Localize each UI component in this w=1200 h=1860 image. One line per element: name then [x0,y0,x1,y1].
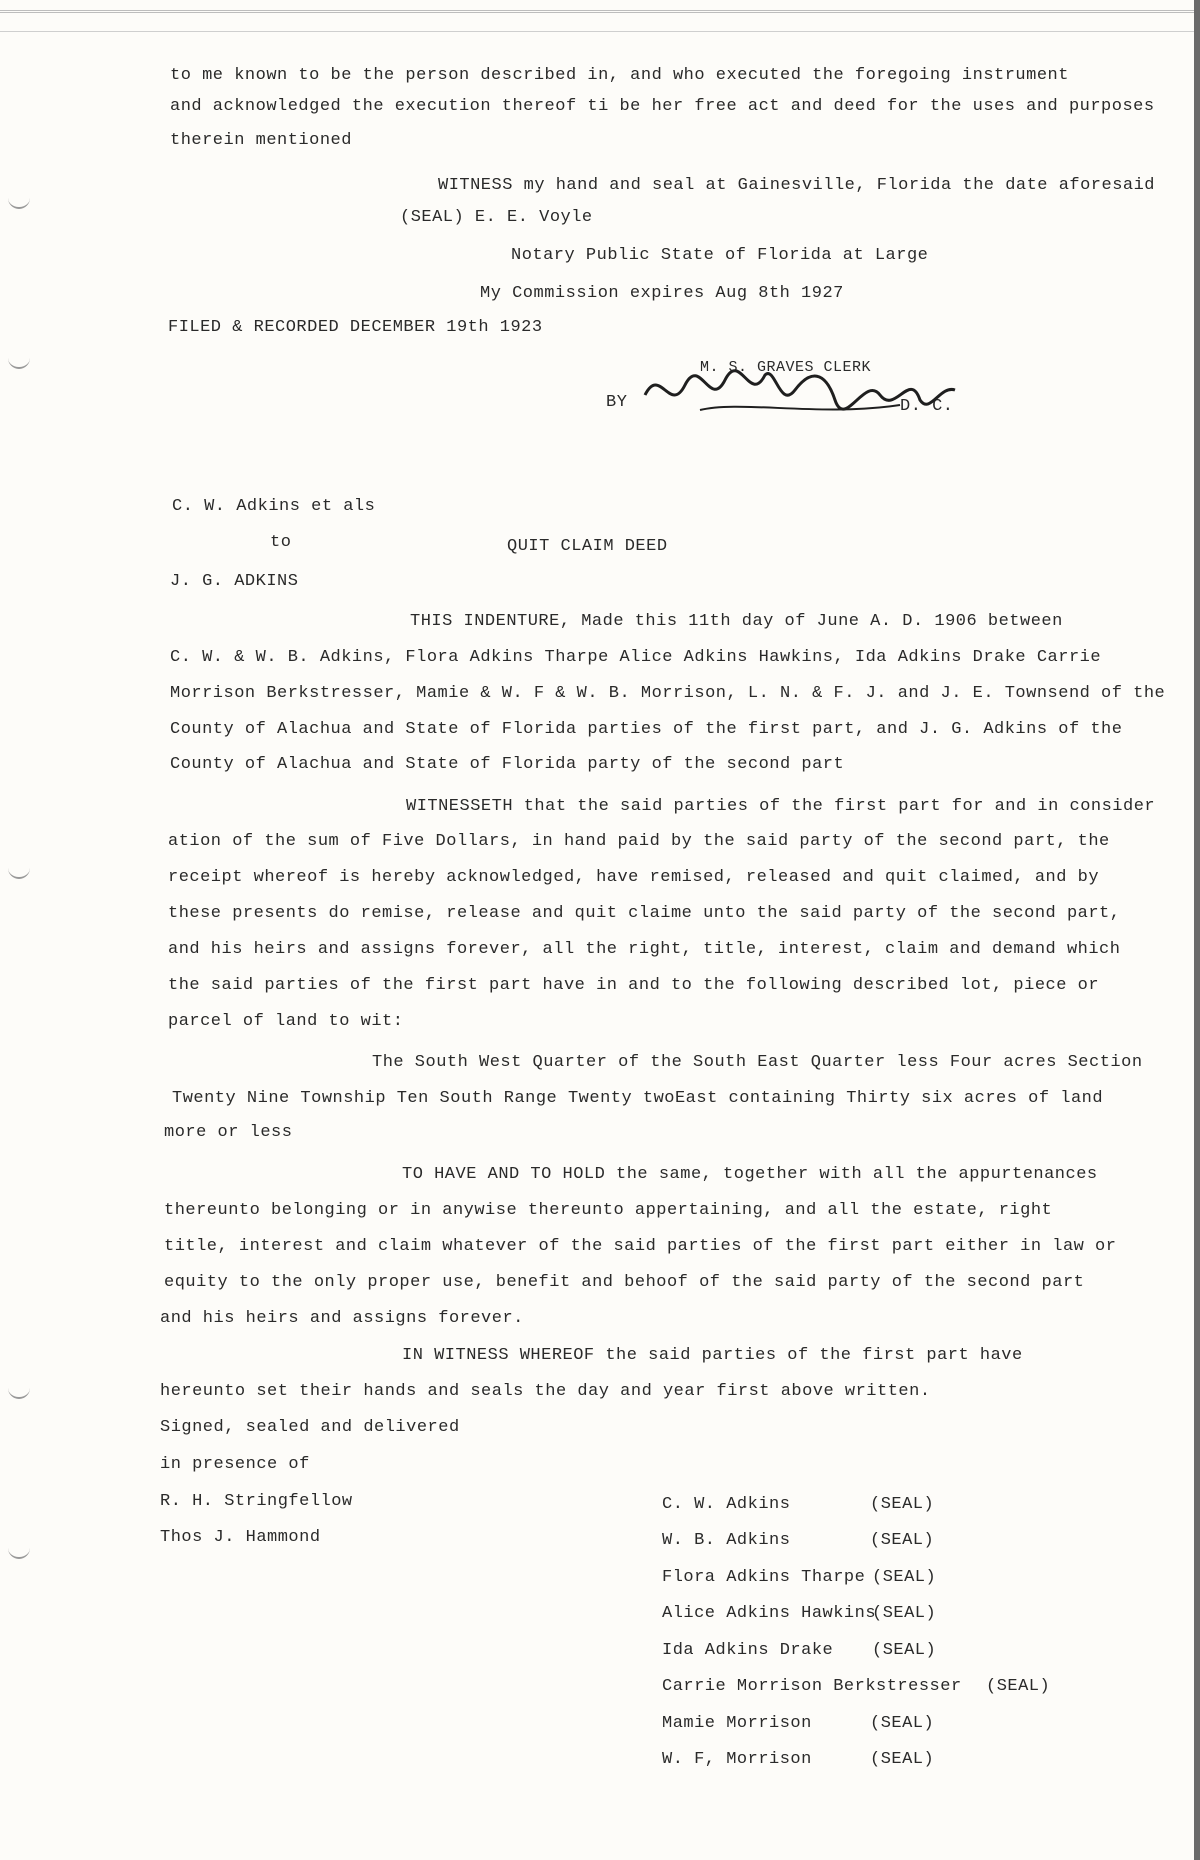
signatory-name: W. B. Adkins [662,1531,791,1550]
binder-hole-icon [8,865,30,879]
signatory-name: C. W. Adkins [662,1495,791,1514]
signatory-seal: (SEAL) [872,1641,937,1660]
body-line: more or less [164,1123,293,1142]
deed-title: QUIT CLAIM DEED [507,537,668,556]
signatory-name: Flora Adkins Tharpe [662,1568,866,1587]
body-line: WITNESSETH that the said parties of the first part for and in consider [406,797,1156,816]
page-right-edge [1194,0,1200,1860]
notary-title: Notary Public State of Florida at Large [511,246,929,265]
filed-recorded: FILED & RECORDED DECEMBER 19th 1923 [168,318,543,337]
signatory-seal: (SEAL) [870,1531,935,1550]
body-line: County of Alachua and State of Florida parties of the first part, and J. G. Adkins of the [170,720,1123,739]
body-line: title, interest and claim whatever of the said parties of the first part either in law or [164,1237,1117,1256]
dc-label: D. C. [900,397,954,416]
body-line: parcel of land to wit: [168,1012,404,1031]
clerk-stamp: M. S. GRAVES CLERK [700,359,872,376]
page-top-edge [0,10,1200,32]
signatory-seal: (SEAL) [986,1677,1051,1696]
signatory-seal: (SEAL) [872,1568,937,1587]
body-line: in presence of [160,1455,310,1474]
notary-seal-name: (SEAL) E. E. Voyle [400,208,593,227]
by-label: BY [606,393,628,412]
signatory-seal: (SEAL) [870,1714,935,1733]
body-line: IN WITNESS WHEREOF the said parties of the first part have [402,1346,1023,1365]
body-line: THIS INDENTURE, Made this 11th day of June A. D. 1906 between [410,612,1063,631]
clerk-signature-icon [640,355,960,425]
binder-holes [8,0,38,1860]
body-line: hereunto set their hands and seals the day and year first above written. [160,1382,931,1401]
notary-line-3: therein mentioned [170,131,352,150]
signatory-name: W. F, Morrison [662,1750,812,1769]
body-line: receipt whereof is hereby acknowledged, have remised, released and quit claimed, and by [168,868,1100,887]
witness-name: Thos J. Hammond [160,1528,321,1547]
binder-hole-icon [8,1385,30,1399]
signatory-seal: (SEAL) [872,1604,937,1623]
body-line: Morrison Berkstresser, Mamie & W. F & W. B. Morrison, L. N. & F. J. and J. E. Townsend of the [170,684,1166,703]
binder-hole-icon [8,1545,30,1559]
caption-to: to [270,533,292,552]
caption-grantee: J. G. ADKINS [170,572,299,591]
signatory-name: Carrie Morrison Berkstresser [662,1677,962,1696]
notary-witness: WITNESS my hand and seal at Gainesville, Florida the date aforesaid [438,176,1156,195]
body-line: C. W. & W. B. Adkins, Flora Adkins Tharpe Alice Adkins Hawkins, Ida Adkins Drake Carrie [170,648,1102,667]
signatory-seal: (SEAL) [870,1750,935,1769]
body-line: ation of the sum of Five Dollars, in hand paid by the said party of the second part, the [168,832,1110,851]
signatory-name: Alice Adkins Hawkins [662,1604,877,1623]
body-line: the said parties of the first part have in and to the following described lot, piece or [168,976,1100,995]
caption-grantor: C. W. Adkins et als [172,497,376,516]
binder-hole-icon [8,195,30,209]
notary-line-1: to me known to be the person described in, and who executed the foregoing instrument [170,66,1069,85]
signatory-name: Ida Adkins Drake [662,1641,834,1660]
body-line: and his heirs and assigns forever, all the right, title, interest, claim and demand which [168,940,1121,959]
signatory-seal: (SEAL) [870,1495,935,1514]
notary-commission: My Commission expires Aug 8th 1927 [480,284,844,303]
signatory-name: Mamie Morrison [662,1714,812,1733]
body-line: Signed, sealed and delivered [160,1418,460,1437]
body-line: these presents do remise, release and quit claime unto the said party of the second part, [168,904,1121,923]
body-line: County of Alachua and State of Florida party of the second part [170,755,845,774]
body-line: and his heirs and assigns forever. [160,1309,524,1328]
body-line: TO HAVE AND TO HOLD the same, together with all the appurtenances [402,1165,1098,1184]
body-line: The South West Quarter of the South East Quarter less Four acres Section [372,1053,1143,1072]
witness-name: R. H. Stringfellow [160,1492,353,1511]
body-line: equity to the only proper use, benefit and behoof of the said party of the second part [164,1273,1085,1292]
notary-line-2: and acknowledged the execution thereof ti be her free act and deed for the uses and purposes [170,97,1155,116]
body-line: Twenty Nine Township Ten South Range Twenty twoEast containing Thirty six acres of land [172,1089,1104,1108]
body-line: thereunto belonging or in anywise thereunto appertaining, and all the estate, right [164,1201,1053,1220]
binder-hole-icon [8,355,30,369]
